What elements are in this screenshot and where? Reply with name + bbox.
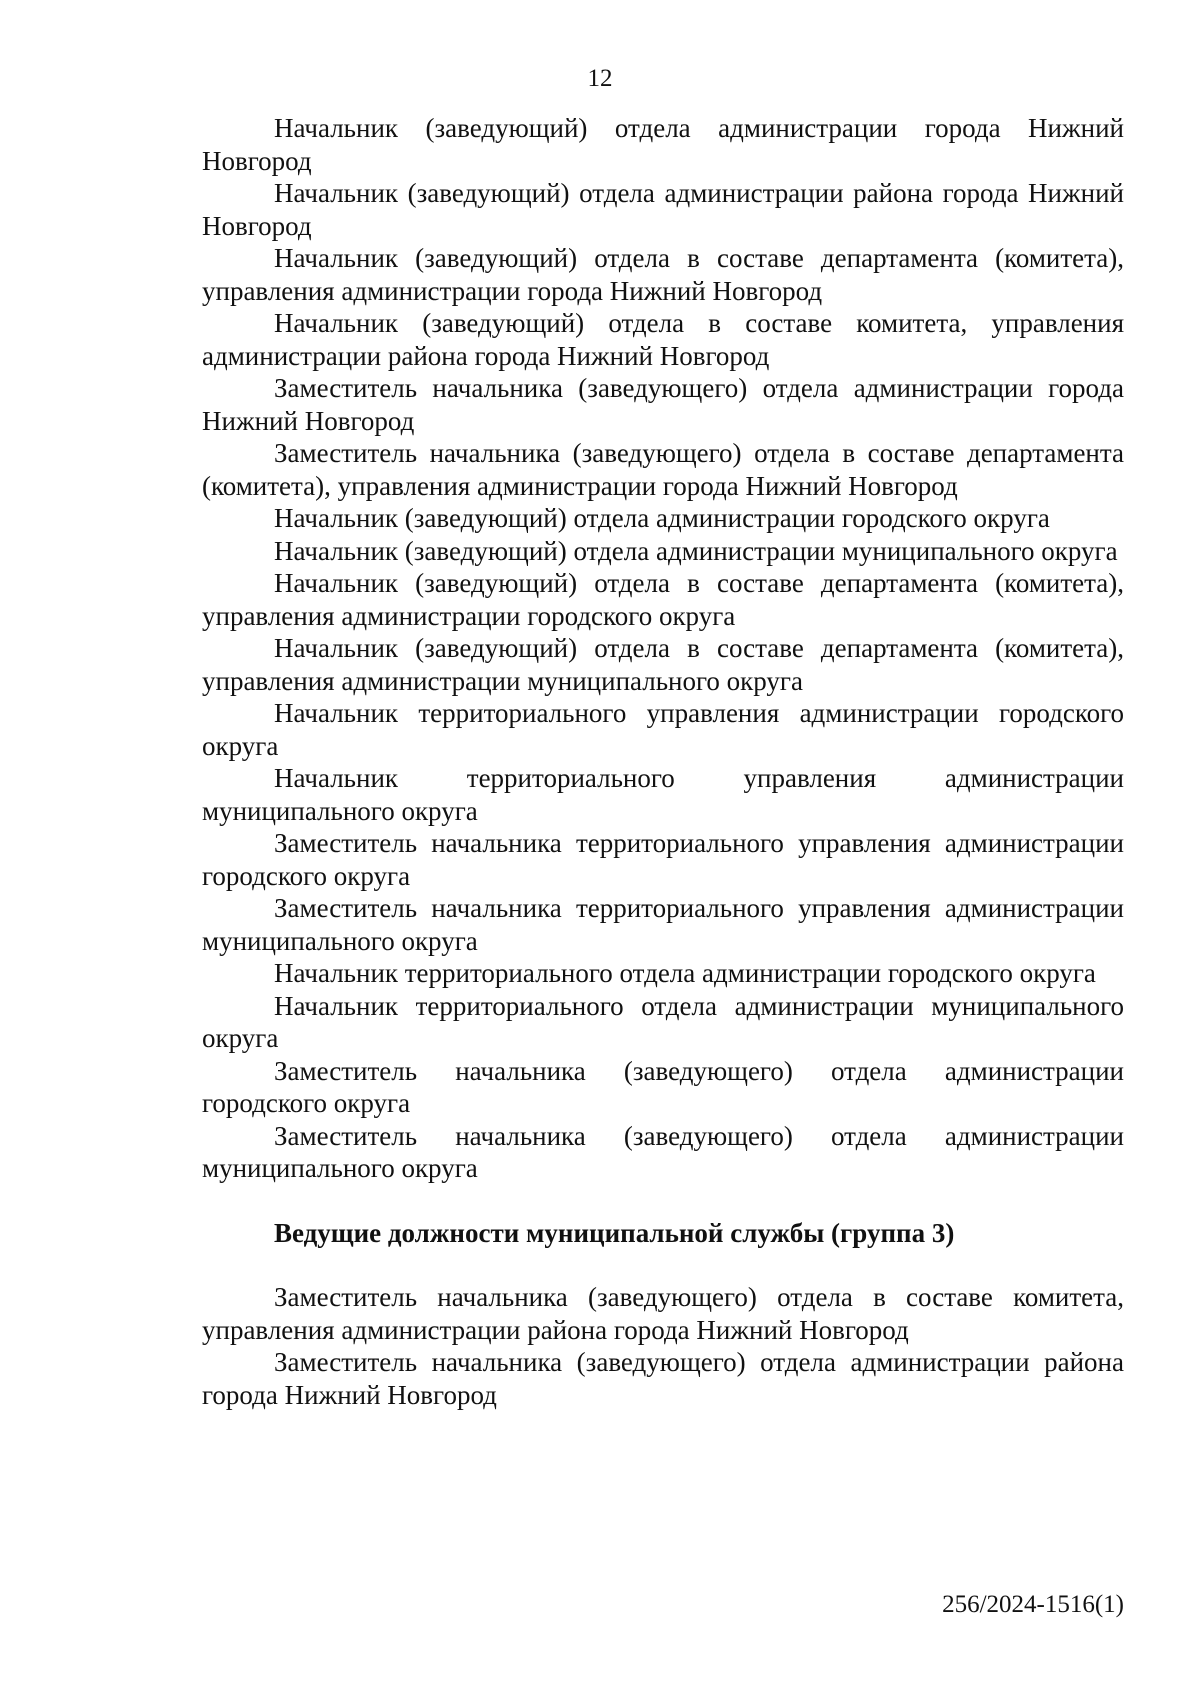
position-item: Начальник (заведующий) отдела в составе департамента (комитета), управления администрации муниципального округа <box>202 633 1124 696</box>
position-item: Начальник (заведующий) отдела администрации муниципального округа <box>274 535 1118 566</box>
position-item: Заместитель начальника (заведующего) отдела администрации муниципального округа <box>202 1120 1124 1183</box>
position-item: Начальник территориального отдела администрации муниципального округа <box>202 990 1124 1053</box>
position-item: Начальник территориального управления администрации городского округа <box>202 698 1124 761</box>
position-item: Заместитель начальника (заведующего) отдела администрации района города Нижний Новгород <box>202 1347 1124 1410</box>
position-item: Заместитель начальника (заведующего) отдела администрации города Нижний Новгород <box>202 373 1124 436</box>
position-item: Начальник (заведующий) отдела в составе комитета, управления администрации района города Нижний Новгород <box>202 308 1124 371</box>
document-number: 256/2024-1516(1) <box>942 1591 1124 1618</box>
position-item: Заместитель начальника (заведующего) отдела в составе департамента (комитета), управления администрации города Нижний Новгород <box>202 438 1124 501</box>
position-item: Заместитель начальника территориального управления администрации муниципального округа <box>202 893 1124 956</box>
position-item: Начальник (заведующий) отдела в составе департамента (комитета), управления администрации городского округа <box>202 568 1124 631</box>
position-item: Начальник территориального управления администрации муниципального округа <box>202 763 1124 826</box>
position-item: Заместитель начальника (заведующего) отдела администрации городского округа <box>202 1055 1124 1118</box>
position-item: Начальник (заведующий) отдела администрации городского округа <box>274 503 1050 533</box>
position-item: Начальник (заведующий) отдела администрации района города Нижний Новгород <box>202 178 1124 241</box>
position-item: Заместитель начальника (заведующего) отдела в составе комитета, управления администрации района города Нижний Новгород <box>202 1282 1124 1345</box>
section-heading: Ведущие должности муниципальной службы (группа 3) <box>274 1217 955 1248</box>
page-number: 12 <box>587 65 613 92</box>
position-item: Заместитель начальника территориального управления администрации городского округа <box>202 828 1124 891</box>
position-item: Начальник территориального отдела администрации городского округа <box>274 958 1096 988</box>
position-item: Начальник (заведующий) отдела в составе департамента (комитета), управления администрации города Нижний Новгород <box>202 243 1124 306</box>
document-body <box>202 112 1124 1411</box>
position-item: Начальник (заведующий) отдела администрации города Нижний Новгород <box>202 113 1124 176</box>
